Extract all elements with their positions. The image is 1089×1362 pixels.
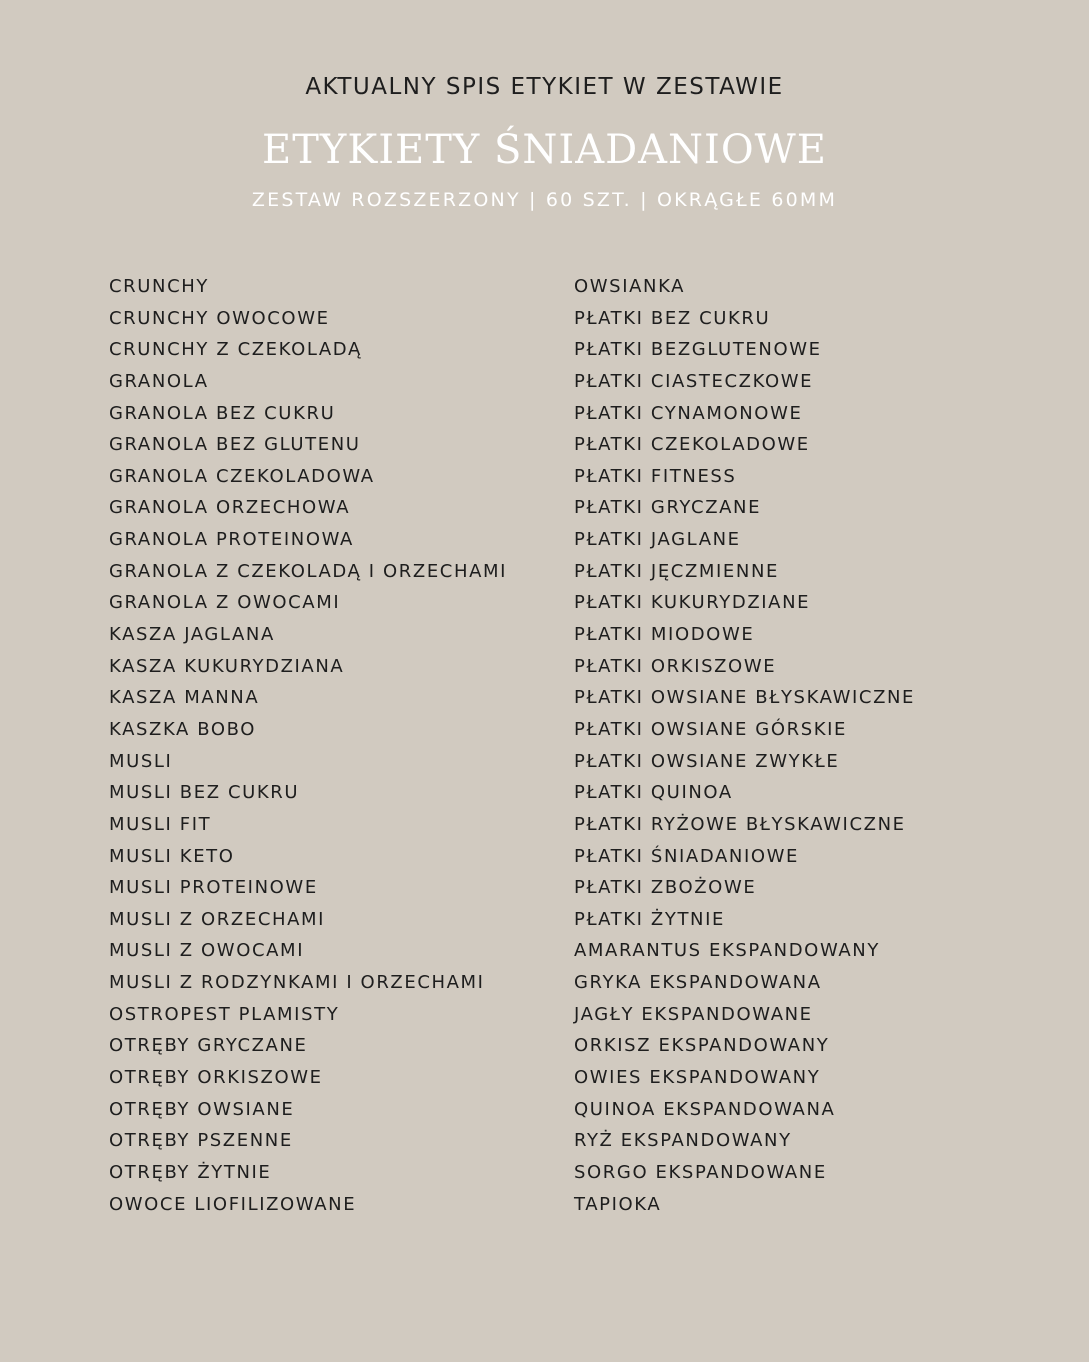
list-item: GRANOLA BEZ CUKRU: [109, 402, 336, 424]
list-item: PŁATKI ORKISZOWE: [574, 655, 777, 677]
list-heading: AKTUALNY SPIS ETYKIET W ZESTAWIE: [305, 74, 784, 100]
list-item: MUSLI KETO: [109, 845, 235, 867]
list-item: PŁATKI ŻYTNIE: [574, 908, 725, 930]
list-item: MUSLI PROTEINOWE: [109, 877, 318, 899]
list-item: RYŻ EKSPANDOWANY: [574, 1130, 792, 1152]
list-item: OTRĘBY GRYCZANE: [109, 1035, 308, 1057]
list-item: MUSLI Z OWOCAMI: [109, 940, 305, 962]
list-item: MUSLI Z RODZYNKAMI I ORZECHAMI: [109, 972, 485, 994]
list-item: KASZKA BOBO: [109, 718, 257, 740]
list-item: OTRĘBY OWSIANE: [109, 1098, 295, 1120]
list-item: OWSIANKA: [574, 276, 686, 297]
list-item: CRUNCHY Z CZEKOLADĄ: [109, 339, 362, 361]
list-item: PŁATKI JAGLANE: [574, 529, 741, 551]
list-item: OTRĘBY ORKISZOWE: [109, 1067, 323, 1089]
list-item: GRANOLA PROTEINOWA: [109, 529, 354, 551]
list-item: PŁATKI CYNAMONOWE: [574, 402, 803, 424]
list-item: MUSLI Z ORZECHAMI: [109, 908, 326, 930]
list-item: GRANOLA ORZECHOWA: [109, 497, 351, 519]
list-item: GRANOLA: [109, 370, 209, 392]
page-title: ETYKIETY ŚNIADANIOWE: [262, 127, 827, 173]
list-item: PŁATKI OWSIANE ZWYKŁE: [574, 750, 840, 772]
list-item: PŁATKI BEZ CUKRU: [574, 307, 771, 329]
list-item: SORGO EKSPANDOWANE: [574, 1161, 827, 1183]
list-item: OWIES EKSPANDOWANY: [574, 1067, 821, 1089]
page-subtitle: ZESTAW ROZSZERZONY | 60 SZT. | OKRĄGŁE 60MM: [251, 189, 838, 211]
list-item: PŁATKI JĘCZMIENNE: [574, 560, 780, 582]
list-item: PŁATKI FITNESS: [574, 465, 737, 487]
list-item: QUINOA EKSPANDOWANA: [574, 1098, 836, 1120]
list-item: KASZA MANNA: [109, 687, 260, 709]
list-item: GRANOLA CZEKOLADOWA: [109, 465, 375, 487]
list-item: CRUNCHY: [109, 276, 210, 297]
list-item: GRYKA EKSPANDOWANA: [574, 972, 822, 994]
list-item: MUSLI: [109, 750, 173, 772]
list-item: MUSLI FIT: [109, 813, 212, 835]
label-list-left: [109, 271, 507, 1220]
list-item: CRUNCHY OWOCOWE: [109, 307, 330, 329]
list-item: PŁATKI QUINOA: [574, 782, 733, 804]
list-item: PŁATKI RYŻOWE BŁYSKAWICZNE: [574, 813, 906, 835]
list-item: KASZA KUKURYDZIANA: [109, 655, 345, 677]
list-item: PŁATKI KUKURYDZIANE: [574, 592, 811, 614]
list-item: OWOCE LIOFILIZOWANE: [109, 1193, 357, 1215]
list-item: PŁATKI OWSIANE BŁYSKAWICZNE: [574, 687, 916, 709]
list-item: MUSLI BEZ CUKRU: [109, 782, 300, 804]
list-item: KASZA JAGLANA: [109, 624, 275, 646]
list-item: TAPIOKA: [574, 1193, 662, 1215]
list-item: GRANOLA Z OWOCAMI: [109, 592, 341, 614]
label-list-right: [574, 271, 915, 1220]
list-item: PŁATKI CZEKOLADOWE: [574, 434, 810, 456]
list-item: PŁATKI ZBOŻOWE: [574, 877, 757, 899]
list-item: PŁATKI CIASTECZKOWE: [574, 370, 814, 392]
list-item: GRANOLA Z CZEKOLADĄ I ORZECHAMI: [109, 560, 508, 582]
list-item: OTRĘBY ŻYTNIE: [109, 1161, 272, 1183]
list-item: OTRĘBY PSZENNE: [109, 1130, 293, 1152]
list-item: PŁATKI ŚNIADANIOWE: [574, 845, 799, 867]
list-item: PŁATKI MIODOWE: [574, 624, 755, 646]
list-item: PŁATKI BEZGLUTENOWE: [574, 339, 822, 361]
list-item: AMARANTUS EKSPANDOWANY: [574, 940, 880, 962]
list-item: ORKISZ EKSPANDOWANY: [574, 1035, 830, 1057]
list-item: PŁATKI OWSIANE GÓRSKIE: [574, 718, 848, 740]
list-item: OSTROPEST PLAMISTY: [109, 1003, 340, 1025]
list-item: PŁATKI GRYCZANE: [574, 497, 762, 519]
list-item: GRANOLA BEZ GLUTENU: [109, 434, 361, 456]
list-item: JAGŁY EKSPANDOWANE: [574, 1003, 813, 1025]
